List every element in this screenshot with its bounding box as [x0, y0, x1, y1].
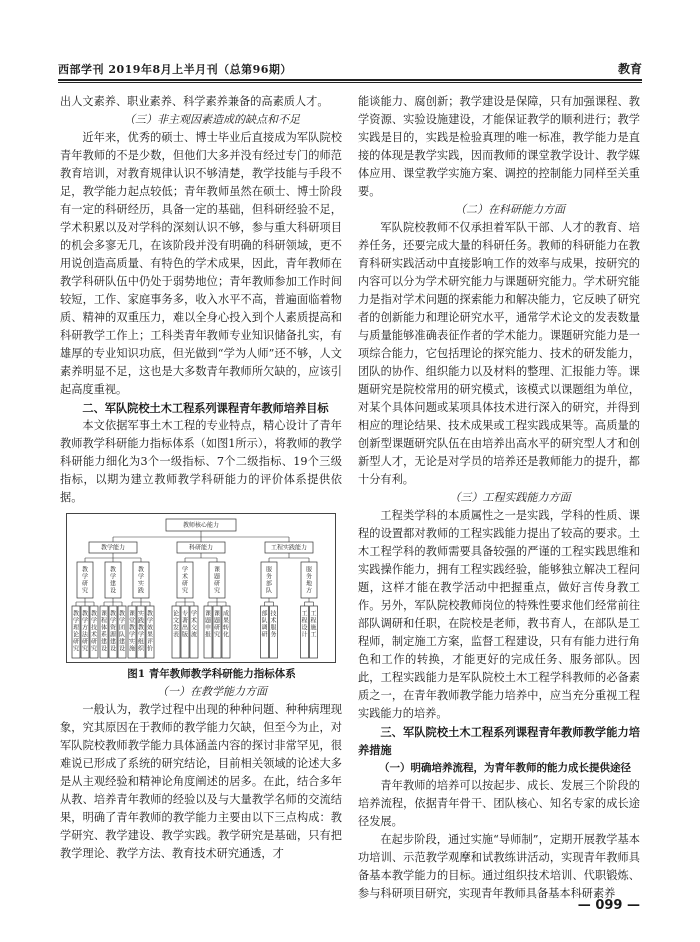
level3-node-char: 版 [181, 631, 189, 639]
level2-node-char: 实 [137, 580, 145, 588]
subsection-heading: （一）明确培养流程，为青年教师的能力成长提供途径 [379, 762, 631, 774]
level3-node-char: 程 [301, 617, 308, 625]
level3-node-char: 论 [172, 610, 180, 618]
level2-node-char: 践 [137, 587, 145, 595]
subsection-heading: （二）在科研能力方面 [455, 203, 565, 216]
level2-node-char: 学 [137, 573, 145, 581]
right-column [358, 93, 640, 903]
level2-node-char: 研 [181, 580, 189, 588]
level2-node-char: 究 [181, 587, 189, 595]
level3-node-char: 学 [72, 617, 80, 625]
level3-node-char: 研 [72, 638, 80, 646]
level3-node-char: 教 [128, 624, 136, 632]
level3-node-char: 出 [181, 624, 189, 632]
level3-node-char: 设 [109, 645, 117, 653]
level3-node-char: 队 [261, 617, 268, 625]
paragraph: 工程类学科的本质属性之一是实践，学科的性质、课程的设置都对教师的工程实践能力提出了较高的要求。土木工程学科的教师需要具备较强的严谨的工程实践思维和实践操作能力，拥有工程实践经验，能够独立解决工程问题，这样才能在教学活动中把握重点，做好言传身教工作。另外，军队院校教师岗位的特殊性要求他们经常前往部队调研和任职，在院校是老师，教书育人，在部队是工程师，制定施工方案，监督工程建设，只有有能力进行角色和工作的转换，才能更好的完成任务、服务部队。因此，工程实践能力是军队院校土木工程学科教师的必备素质之一，在青年教师教学能力培养中，应当充分重视工程实践能力的培养。 [358, 509, 640, 720]
level3-node-char: 学 [109, 617, 117, 625]
level3-node-char: 究 [72, 645, 80, 653]
level3-node-char: 堂 [128, 617, 136, 625]
paragraph: 本文依据军事土木工程的专业特点，精心设计了青年教师教学科研能力指标体系（如图1所示），将教师的教学科研能力细化为3个一级指标、7个二级指标、19个三级指标，以期为建立教师教学科研能力的评价体系提供依据。 [60, 419, 342, 504]
level3-node-char: 课 [100, 610, 108, 618]
level3-node-char: 文 [172, 617, 180, 625]
level3-node-char: 报 [204, 631, 212, 639]
level2-node-char: 务 [265, 573, 273, 581]
level3-node-char: 题 [213, 617, 221, 625]
paragraph: 能谈能力、腐创新；教学建设是保障，只有加强课程、教学资源、实验设施建设，才能保证教学的顺利进行；教学实践是目的，实践是检验真理的唯一标准，教学能力是直接的体现是教学实践，因而教师的课堂教学设计、教学媒体应用、课堂教学实施方案、调控的控制能力同样至关重要。 [358, 95, 640, 198]
figure-indicator-system [66, 513, 336, 663]
level2-node-char: 服 [265, 566, 273, 574]
level3-node-char: 教 [90, 610, 98, 618]
level2-node-char: 设 [109, 587, 117, 595]
paragraph: 军队院校教师不仅承担着军队干部、人才的教育、培养任务，还要完成大量的科研任务。教师的科研能力在教育科研实践活动中直接影响工作的效率与成果，按研究的内容可以分为学术研究能力与课题研究能力。学术研究能力是指对学术问题的探索能力和解决能力，它反映了研究者的创新能力和理论研究水平，通常学术论文的发表数量与质量能够准确表征作者的学术能力。课题研究能力是一项综合能力，它包括理论的探究能力、技术的研发能力，团队的协作、组织能力以及材料的整理、汇报能力等。课题研究是院校常用的研究模式，该模式以课题组为单位，对某个具体问题或某项具体技术进行深入的研究，并得到相应的理论结果、技术成果或工程实践成果等。高质量的创新型课题研究队伍在由培养出高水平的研究型人才和创新型人才，无论是对学员的培养还是教师能力的提升，都十分有利。 [358, 221, 640, 486]
level3-node-char: 果 [146, 631, 154, 639]
level3-node-char: 教 [137, 624, 145, 632]
level3-node-char: 论 [72, 631, 80, 639]
level3-node-char: 法 [81, 631, 89, 639]
level3-node-char: 术 [270, 617, 277, 625]
level3-node-char: 学 [190, 610, 198, 618]
level3-node-char: 究 [81, 645, 89, 653]
level3-node-char: 实 [137, 610, 145, 618]
level3-node-char: 调 [261, 624, 268, 632]
section-label: 教育 [617, 62, 642, 76]
level3-node-char: 价 [146, 645, 154, 653]
level2-node-char: 教 [109, 566, 117, 574]
level3-node-char: 究 [90, 645, 98, 653]
level3-node-char: 团 [118, 624, 126, 632]
level3-node-char: 学 [137, 631, 145, 639]
level3-node-char: 学 [146, 617, 154, 625]
journal-title: 西部学刊 2019年8月上半月刊（总第96期） [58, 63, 292, 76]
level2-node-char: 学 [181, 566, 189, 574]
level2-node-char: 服 [305, 566, 313, 574]
header-rule-thin [58, 82, 642, 83]
level3-node-char: 教 [118, 610, 126, 618]
level3-node-char: 建 [118, 638, 126, 646]
level3-node-char: 工 [301, 610, 308, 618]
level3-node-char: 表 [172, 631, 180, 639]
level2-node-char: 研 [213, 580, 221, 588]
level3-node-char: 建 [100, 638, 108, 646]
paragraph: 近年来，优秀的硕士、博士毕业后直接成为军队院校青年教师的不是少数，但他们大多并没有经过专门的师范教育培训，对教育规律认识不够清楚，教学技能与手段不足，教学能力起点较低；青年教师虽然在硕士、博士阶段有一定的科研经历，具备一定的基础，但科研经验不足，学术积累以及对学科的深刻认识不够，参与重大科研项目的机会多寥无几，在该阶段并没有明确的科研领域，更不用说创造高质量、有特色的学术成果，因此，青年教师在教学科研队伍中仍处于弱势地位；青年教师参加工作时间较短，工作、家庭事务多，收入水平不高，普遍面临着物质、精神的双重压力，难以全身心投入到个人素质提高和科研教学工作上；工科类青年教师专业知识储备扎实，有雄厚的专业知识功底，但光做到“学为人师”还不够，人文素养明显不足，这也是大多数青年教师所欠缺的，应该引起高度重视。 [60, 131, 342, 396]
level3-node-char: 学 [81, 617, 89, 625]
level3-node-char: 队 [118, 631, 126, 639]
level3-node-char: 系 [100, 631, 108, 639]
header-rule [58, 79, 642, 81]
level2-node-char: 建 [109, 580, 117, 588]
level3-node-char: 程 [100, 617, 108, 625]
level2-node-char: 题 [213, 573, 221, 581]
indicator-tree [67, 514, 335, 662]
level2-node-char: 务 [305, 573, 313, 581]
level2-node-char: 教 [137, 566, 145, 574]
level3-node-char: 建 [109, 638, 117, 646]
level3-node-char: 专 [181, 610, 189, 618]
level1-node-label: 教学能力 [100, 544, 126, 552]
level3-node-char: 著 [181, 617, 189, 625]
level2-node-char: 学 [81, 573, 89, 581]
level3-node-char: 学 [90, 617, 98, 625]
level3-node-char: 课 [128, 610, 136, 618]
level2-node-char: 部 [265, 580, 273, 588]
level3-node-char: 设 [100, 645, 108, 653]
section-heading: 三、军队院校土木工程系列课程青年教师教学能力培养措施 [358, 725, 640, 757]
level2-node-char: 研 [81, 580, 89, 588]
level3-node-char: 资 [109, 624, 117, 632]
level3-node-char: 学 [128, 631, 136, 639]
subsection-heading: （三）非主观因素造成的缺点和不足 [124, 113, 300, 126]
level3-node-char: 成 [222, 610, 230, 618]
level3-node-char: 教 [81, 610, 89, 618]
level3-node-char: 设 [301, 624, 308, 632]
level2-node-char: 究 [81, 587, 89, 595]
level3-node-char: 施 [128, 645, 136, 653]
level1-node-label: 科研能力 [188, 544, 214, 552]
paragraph: 出人文素养、职业素养、科学素养兼备的高素质人才。 [60, 95, 329, 108]
level3-node-char: 实 [128, 638, 136, 646]
level3-node-char: 研 [213, 624, 221, 632]
level3-node-char: 流 [190, 631, 198, 639]
level3-node-char: 转 [222, 624, 230, 632]
level2-node-char: 教 [81, 566, 89, 574]
level2-node-char: 地 [305, 580, 313, 588]
page-header [58, 55, 642, 77]
level2-node-char: 队 [265, 587, 273, 595]
subsection-heading: （三）工程实践能力方面 [449, 491, 571, 504]
level3-node-char: 申 [204, 624, 212, 632]
level3-node-char: 程 [310, 617, 317, 625]
section-heading: 二、军队院校土木工程系列课程青年教师培养目标 [82, 401, 329, 415]
level3-node-char: 技 [270, 610, 277, 618]
level3-node-char: 效 [146, 624, 154, 632]
level3-node-char: 设 [118, 645, 126, 653]
level3-node-char: 课 [213, 610, 221, 618]
level3-node-char: 研 [81, 638, 89, 646]
level3-node-char: 交 [190, 624, 198, 632]
level3-node-char: 评 [146, 638, 154, 646]
level3-node-char: 研 [261, 631, 268, 639]
level3-node-char: 计 [301, 631, 308, 639]
level3-node-char: 织 [137, 645, 145, 653]
level3-node-char: 方 [81, 624, 89, 632]
level3-node-char: 术 [90, 631, 98, 639]
level3-node-char: 部 [261, 610, 268, 618]
level3-node-char: 组 [137, 638, 145, 646]
level3-node-char: 化 [222, 631, 230, 639]
left-column [60, 93, 342, 863]
level2-node-char: 学 [109, 573, 117, 581]
level2-node-char: 课 [213, 566, 221, 574]
level3-node-char: 术 [190, 617, 198, 625]
level3-node-char: 施 [310, 624, 317, 632]
level3-node-char: 教 [146, 610, 154, 618]
level3-node-char: 教 [109, 610, 117, 618]
level2-node-char: 术 [181, 573, 189, 581]
root-node-label: 教师核心能力 [182, 522, 220, 529]
level3-node-char: 题 [204, 617, 212, 625]
level3-node-char: 理 [72, 624, 80, 632]
level3-node-char: 务 [270, 631, 277, 639]
level3-node-char: 工 [310, 631, 317, 639]
paragraph: 一般认为，教学过程中出现的种种问题、种种病理现象，究其原因在于教师的教学能力欠缺，但至今为止，对军队院校教师教学能力具体涵盖内容的探讨非常罕见，很难说已形成了系统的研究结论，目前相关领域的论述大多是从主观经验和精神论角度阐述的居多。在此，结合多年从教、培养青年教师的经验以及与大量教学名师的交流结果，明确了青年教师的教学能力主要由以下三点构成：教学研究、教学建设、教学实践。教学研究是基础，只有把教学理论、教学方法、教育技术研究通透，才 [60, 703, 342, 860]
page-number: — 099 — [577, 898, 640, 913]
level3-node-char: 究 [213, 631, 221, 639]
level1-node-label: 工程实践能力 [270, 544, 308, 552]
level3-node-char: 学 [118, 617, 126, 625]
level3-node-char: 工 [310, 610, 317, 618]
level3-node-char: 源 [109, 631, 117, 639]
level3-node-char: 研 [90, 638, 98, 646]
level3-node-char: 服 [270, 624, 277, 632]
paragraph: 在起步阶段，通过实施“导师制”，定期开展教学基本功培训、示范教学观摩和试教练讲活动，实现青年教师具备基本教学能力的目标。通过组织技术培训、代职锻炼、参与科研项目研究，实现青年教师具备基本科研素养 [358, 833, 640, 900]
level3-node-char: 技 [90, 624, 98, 632]
level3-node-char: 发 [172, 624, 180, 632]
level3-node-char: 教 [72, 610, 80, 618]
subsection-heading: （一）在教学能力方面 [157, 685, 267, 698]
level2-node-char: 究 [213, 587, 221, 595]
level3-node-char: 果 [222, 617, 230, 625]
figure-caption: 图1 青年教师教学科研能力指标体系 [127, 668, 296, 680]
level3-node-char: 践 [137, 617, 145, 625]
level2-node-char: 方 [305, 587, 313, 595]
level3-node-char: 体 [100, 624, 108, 632]
paragraph: 青年教师的培养可以按起步、成长、发展三个阶段的培养流程，依据青年骨干、团队核心、知名专家的成长途径发展。 [358, 779, 640, 828]
level3-node-char: 课 [204, 610, 212, 618]
